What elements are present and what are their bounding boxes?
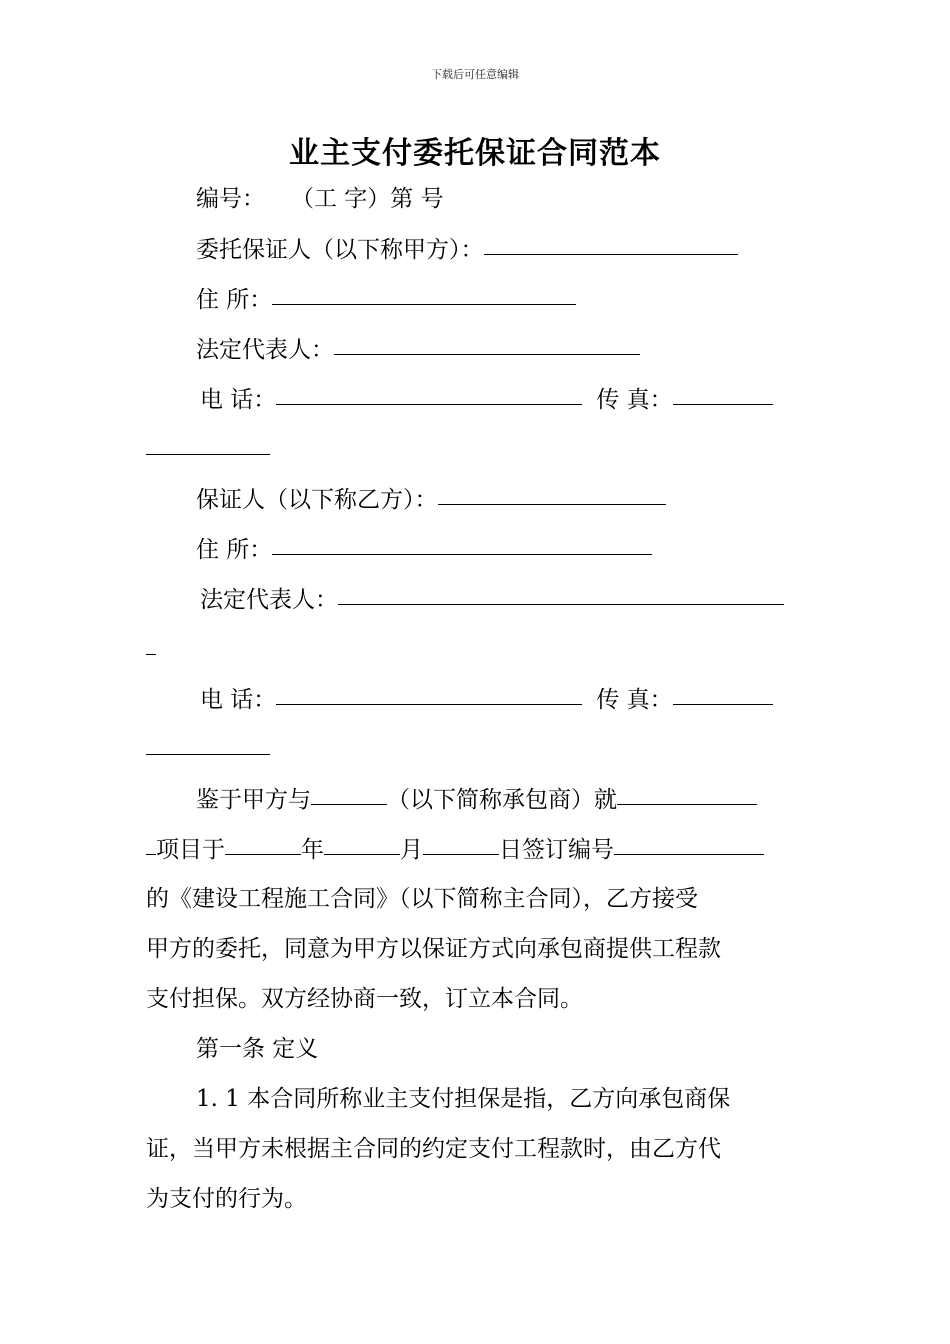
- fax-b-blank[interactable]: [673, 682, 773, 705]
- fax-a-continuation: [146, 434, 270, 465]
- recital-line-3: 的《建设工程施工合同》（以下简称主合同），乙方接受: [146, 886, 698, 912]
- party-a-label: 委托保证人（以下称甲方）：: [196, 237, 484, 263]
- number-label: 编号：: [196, 186, 265, 212]
- legal-rep-a-label: 法定代表人：: [196, 337, 334, 363]
- legal-rep-a-blank[interactable]: [334, 332, 640, 355]
- number-value: （工 字）第 号: [291, 186, 444, 212]
- address-a-label: 住 所：: [196, 287, 273, 313]
- number-line: [196, 184, 444, 214]
- phone-a-label: 电 话：: [200, 387, 277, 413]
- article-1-heading: 第一条 定义: [196, 1036, 319, 1062]
- party-b-label: 保证人（以下称乙方）：: [196, 487, 438, 513]
- fax-a-blank[interactable]: [673, 382, 773, 405]
- legal-rep-a-line: [196, 334, 640, 365]
- fax-b-continuation: [146, 734, 270, 765]
- party-a-blank[interactable]: [484, 232, 738, 255]
- contract-number-blank[interactable]: [614, 832, 764, 855]
- party-a-line: [196, 234, 738, 265]
- fax-b-label: 传 真：: [596, 687, 673, 713]
- fax-a-label: 传 真：: [596, 387, 673, 413]
- recital-text: 月: [400, 837, 423, 863]
- day-blank[interactable]: [423, 832, 499, 855]
- recital-line-1: [196, 784, 757, 815]
- phone-a-blank[interactable]: [276, 382, 582, 405]
- address-a-line: [196, 284, 576, 315]
- legal-rep-b-blank[interactable]: [338, 582, 784, 605]
- article-1-line-2: 证，当甲方未根据主合同的约定支付工程款时，由乙方代: [146, 1136, 721, 1162]
- recital-line-2: [146, 834, 764, 865]
- contractor-blank[interactable]: [311, 782, 387, 805]
- legal-rep-b-label: 法定代表人：: [200, 587, 338, 613]
- header-note: 下载后可任意编辑: [431, 68, 519, 81]
- phone-b-line: [200, 684, 773, 715]
- phone-b-label: 电 话：: [200, 687, 277, 713]
- address-b-blank[interactable]: [272, 532, 652, 555]
- project-blank-cont[interactable]: [146, 832, 156, 855]
- address-a-blank[interactable]: [272, 282, 576, 305]
- project-blank[interactable]: [617, 782, 757, 805]
- fax-a-blank-cont[interactable]: [146, 432, 270, 455]
- month-blank[interactable]: [324, 832, 400, 855]
- legal-rep-b-line: [200, 584, 784, 615]
- recital-line-4: 甲方的委托，同意为甲方以保证方式向承包商提供工程款: [146, 936, 721, 962]
- document-title: 业主支付委托保证合同范本: [289, 136, 661, 171]
- recital-text: 年: [301, 837, 324, 863]
- legal-rep-b-continuation: [146, 634, 156, 665]
- phone-b-blank[interactable]: [276, 682, 582, 705]
- party-b-line: [196, 484, 666, 515]
- address-b-label: 住 所：: [196, 537, 273, 563]
- address-b-line: [196, 534, 652, 565]
- legal-rep-b-blank-cont[interactable]: [146, 632, 156, 655]
- recital-line-5: 支付担保。双方经协商一致，订立本合同。: [146, 986, 583, 1012]
- recital-text: （以下简称承包商）就: [387, 787, 617, 813]
- year-blank[interactable]: [225, 832, 301, 855]
- recital-text: 项目于: [156, 837, 225, 863]
- recital-text: 鉴于甲方与: [196, 787, 311, 813]
- article-1-line-3: 为支付的行为。: [146, 1186, 307, 1212]
- article-1-line-1: 1. 1 本合同所称业主支付担保是指，乙方向承包商保: [196, 1086, 731, 1112]
- party-b-blank[interactable]: [438, 482, 666, 505]
- phone-a-line: [200, 384, 773, 415]
- fax-b-blank-cont[interactable]: [146, 732, 270, 755]
- recital-text: 日签订编号: [499, 837, 614, 863]
